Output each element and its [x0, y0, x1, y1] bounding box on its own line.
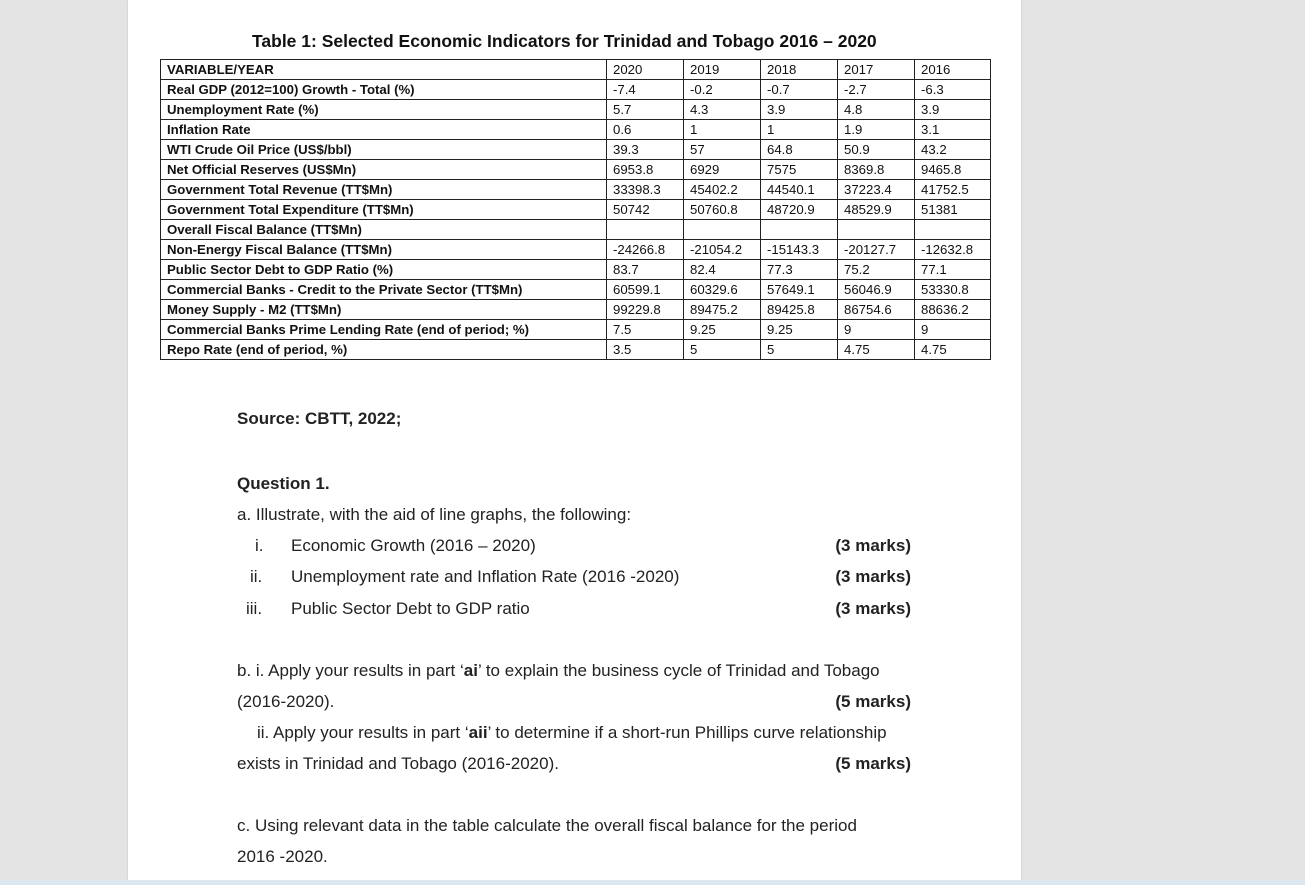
header-year-cell: 2018	[761, 60, 838, 80]
value-cell: 48529.9	[838, 200, 915, 220]
table-row	[161, 300, 991, 320]
table-row	[161, 240, 991, 260]
table-row	[161, 200, 991, 220]
value-cell: 39.3	[607, 140, 684, 160]
value-cell: 82.4	[684, 260, 761, 280]
document-page	[128, 0, 1021, 880]
value-cell: 89425.8	[761, 300, 838, 320]
variable-cell: Public Sector Debt to GDP Ratio (%)	[161, 260, 607, 280]
part-a-item-text: Public Sector Debt to GDP ratio	[291, 599, 530, 618]
value-cell: 3.1	[915, 120, 991, 140]
value-cell: 77.1	[915, 260, 991, 280]
question-heading: Question 1.	[237, 474, 330, 493]
table-header-row	[161, 60, 991, 80]
value-cell: 51381	[915, 200, 991, 220]
table-row	[161, 320, 991, 340]
table-row	[161, 280, 991, 300]
value-cell: 86754.6	[838, 300, 915, 320]
part-c-line1: c. Using relevant data in the table calculate the overall fiscal balance for the period	[237, 816, 857, 835]
value-cell: -2.7	[838, 80, 915, 100]
value-cell: 56046.9	[838, 280, 915, 300]
value-cell: 8369.8	[838, 160, 915, 180]
part-b-i-pre: b. i. Apply your results in part ‘	[237, 661, 464, 680]
part-a-item-marks: (3 marks)	[835, 536, 911, 555]
value-cell: 5	[761, 340, 838, 360]
value-cell: 89475.2	[684, 300, 761, 320]
header-year-cell: 2020	[607, 60, 684, 80]
part-c-line2: 2016 -2020.	[237, 847, 328, 866]
part-b-i-ref: ai	[463, 661, 478, 680]
value-cell: 64.8	[761, 140, 838, 160]
value-cell: 3.5	[607, 340, 684, 360]
part-a-item-numeral: i.	[255, 536, 264, 555]
value-cell: 33398.3	[607, 180, 684, 200]
indicators-table	[160, 59, 991, 360]
part-b-ii-marks: (5 marks)	[835, 754, 911, 773]
table-row	[161, 120, 991, 140]
value-cell: 9.25	[761, 320, 838, 340]
value-cell: 44540.1	[761, 180, 838, 200]
table-row	[161, 180, 991, 200]
part-a-intro: a. Illustrate, with the aid of line graphs, the following:	[237, 505, 632, 524]
value-cell: 60329.6	[684, 280, 761, 300]
value-cell: -0.2	[684, 80, 761, 100]
value-cell	[684, 220, 761, 240]
value-cell: 4.8	[838, 100, 915, 120]
variable-cell: Government Total Expenditure (TT$Mn)	[161, 200, 607, 220]
variable-cell: Overall Fiscal Balance (TT$Mn)	[161, 220, 607, 240]
value-cell: 57649.1	[761, 280, 838, 300]
value-cell: 3.9	[761, 100, 838, 120]
variable-cell: Government Total Revenue (TT$Mn)	[161, 180, 607, 200]
value-cell: 53330.8	[915, 280, 991, 300]
value-cell: 50742	[607, 200, 684, 220]
value-cell: 9	[915, 320, 991, 340]
value-cell: 83.7	[607, 260, 684, 280]
value-cell: 0.6	[607, 120, 684, 140]
variable-cell: Inflation Rate	[161, 120, 607, 140]
value-cell: 5.7	[607, 100, 684, 120]
variable-cell: Unemployment Rate (%)	[161, 100, 607, 120]
variable-cell: Net Official Reserves (US$Mn)	[161, 160, 607, 180]
value-cell: 4.75	[915, 340, 991, 360]
part-a-item-marks: (3 marks)	[835, 567, 911, 586]
header-year-cell: 2019	[684, 60, 761, 80]
value-cell: 5	[684, 340, 761, 360]
value-cell: 50760.8	[684, 200, 761, 220]
table-row	[161, 140, 991, 160]
table-row	[161, 100, 991, 120]
table-row	[161, 220, 991, 240]
value-cell: -6.3	[915, 80, 991, 100]
part-a-item-numeral: iii.	[246, 599, 263, 618]
part-b-ii-pre: ii. Apply your results in part ‘	[257, 723, 469, 742]
variable-cell: Commercial Banks - Credit to the Private Sector (TT$Mn)	[161, 280, 607, 300]
value-cell	[915, 220, 991, 240]
value-cell: 1	[684, 120, 761, 140]
value-cell: 60599.1	[607, 280, 684, 300]
header-variable-cell: VARIABLE/YEAR	[161, 60, 607, 80]
part-b-i-marks: (5 marks)	[835, 692, 911, 711]
value-cell: 1.9	[838, 120, 915, 140]
value-cell: -0.7	[761, 80, 838, 100]
value-cell: 6929	[684, 160, 761, 180]
value-cell: 4.75	[838, 340, 915, 360]
value-cell: 9465.8	[915, 160, 991, 180]
part-a-item-numeral: ii.	[250, 567, 263, 586]
value-cell: 37223.4	[838, 180, 915, 200]
value-cell: 41752.5	[915, 180, 991, 200]
value-cell: -15143.3	[761, 240, 838, 260]
part-a-item-marks: (3 marks)	[835, 599, 911, 618]
value-cell: 7.5	[607, 320, 684, 340]
value-cell: -7.4	[607, 80, 684, 100]
value-cell: 48720.9	[761, 200, 838, 220]
variable-cell: Commercial Banks Prime Lending Rate (end of period; %)	[161, 320, 607, 340]
variable-cell: Non-Energy Fiscal Balance (TT$Mn)	[161, 240, 607, 260]
value-cell: 45402.2	[684, 180, 761, 200]
value-cell: 4.3	[684, 100, 761, 120]
source-note: Source: CBTT, 2022;	[237, 409, 402, 428]
value-cell: 77.3	[761, 260, 838, 280]
value-cell	[761, 220, 838, 240]
part-a-item-text: Economic Growth (2016 – 2020)	[291, 536, 536, 555]
window-bottom-strip	[0, 880, 1305, 885]
value-cell: 50.9	[838, 140, 915, 160]
table-title: Table 1: Selected Economic Indicators for Trinidad and Tobago 2016 – 2020	[252, 31, 877, 51]
part-b-i-line1	[237, 661, 880, 681]
part-b-ii-post: ’ to determine if a short-run Phillips curve relationship	[487, 723, 887, 742]
header-year-cell: 2017	[838, 60, 915, 80]
part-b-ii-ref: aii	[468, 723, 488, 742]
variable-cell: Real GDP (2012=100) Growth - Total (%)	[161, 80, 607, 100]
variable-cell: Repo Rate (end of period, %)	[161, 340, 607, 360]
value-cell: 43.2	[915, 140, 991, 160]
value-cell: -12632.8	[915, 240, 991, 260]
header-year-cell: 2016	[915, 60, 991, 80]
value-cell: 99229.8	[607, 300, 684, 320]
part-b-ii-line1	[257, 723, 887, 743]
value-cell: 6953.8	[607, 160, 684, 180]
value-cell: 88636.2	[915, 300, 991, 320]
variable-cell: WTI Crude Oil Price (US$/bbl)	[161, 140, 607, 160]
value-cell: 75.2	[838, 260, 915, 280]
part-b-i-post: ’ to explain the business cycle of Trinidad and Tobago	[477, 661, 880, 680]
value-cell: -24266.8	[607, 240, 684, 260]
value-cell: 9	[838, 320, 915, 340]
value-cell	[607, 220, 684, 240]
table-row	[161, 260, 991, 280]
table-row	[161, 340, 991, 360]
value-cell	[838, 220, 915, 240]
value-cell: 57	[684, 140, 761, 160]
value-cell: 7575	[761, 160, 838, 180]
value-cell: -20127.7	[838, 240, 915, 260]
part-a-item-text: Unemployment rate and Inflation Rate (2016 -2020)	[291, 567, 680, 586]
value-cell: -21054.2	[684, 240, 761, 260]
value-cell: 9.25	[684, 320, 761, 340]
table-row	[161, 160, 991, 180]
variable-cell: Money Supply - M2 (TT$Mn)	[161, 300, 607, 320]
table-row	[161, 80, 991, 100]
part-b-ii-line2: exists in Trinidad and Tobago (2016-2020).	[237, 754, 559, 773]
part-b-i-line2: (2016-2020).	[237, 692, 335, 711]
value-cell: 3.9	[915, 100, 991, 120]
value-cell: 1	[761, 120, 838, 140]
